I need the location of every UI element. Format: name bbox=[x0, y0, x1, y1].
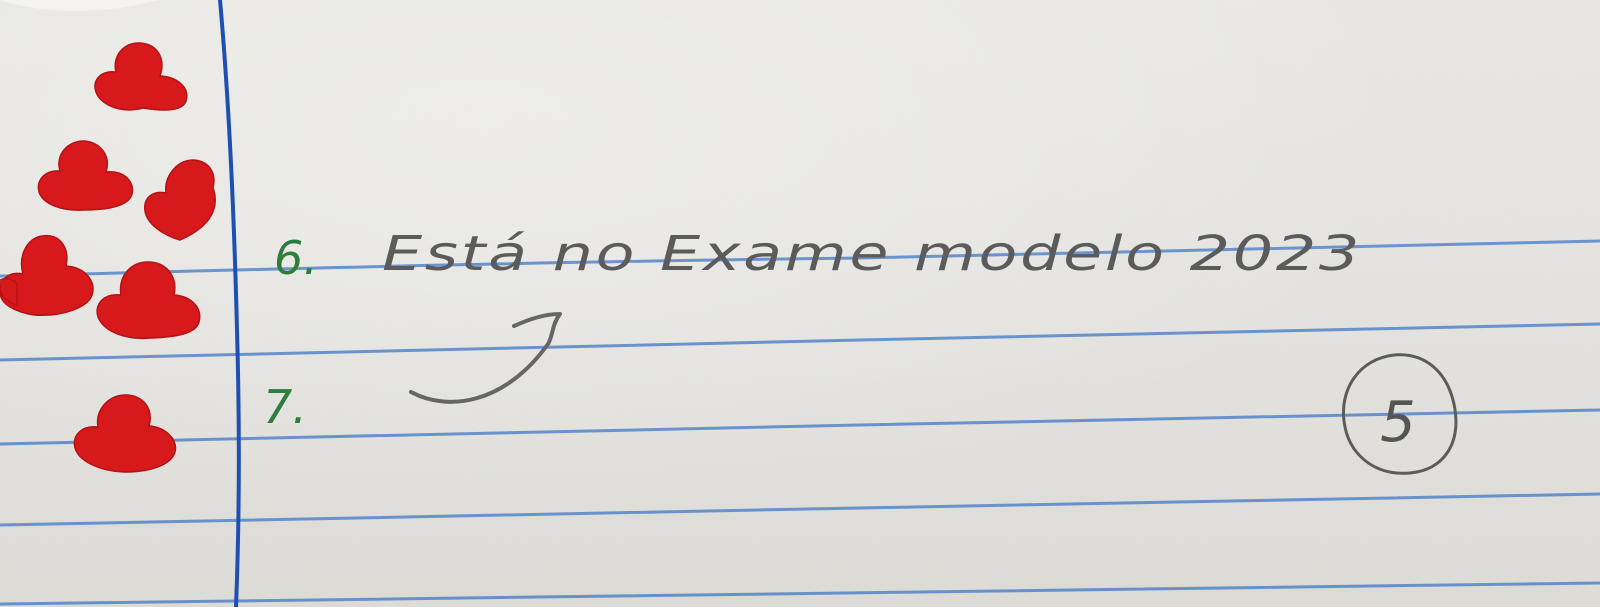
item-6-number: 6. bbox=[274, 231, 318, 285]
item-6-text: Está no Exame modelo 2023 bbox=[382, 226, 1362, 282]
item-7-number: 7. bbox=[263, 380, 307, 434]
grade-value: 5 bbox=[1380, 390, 1416, 455]
